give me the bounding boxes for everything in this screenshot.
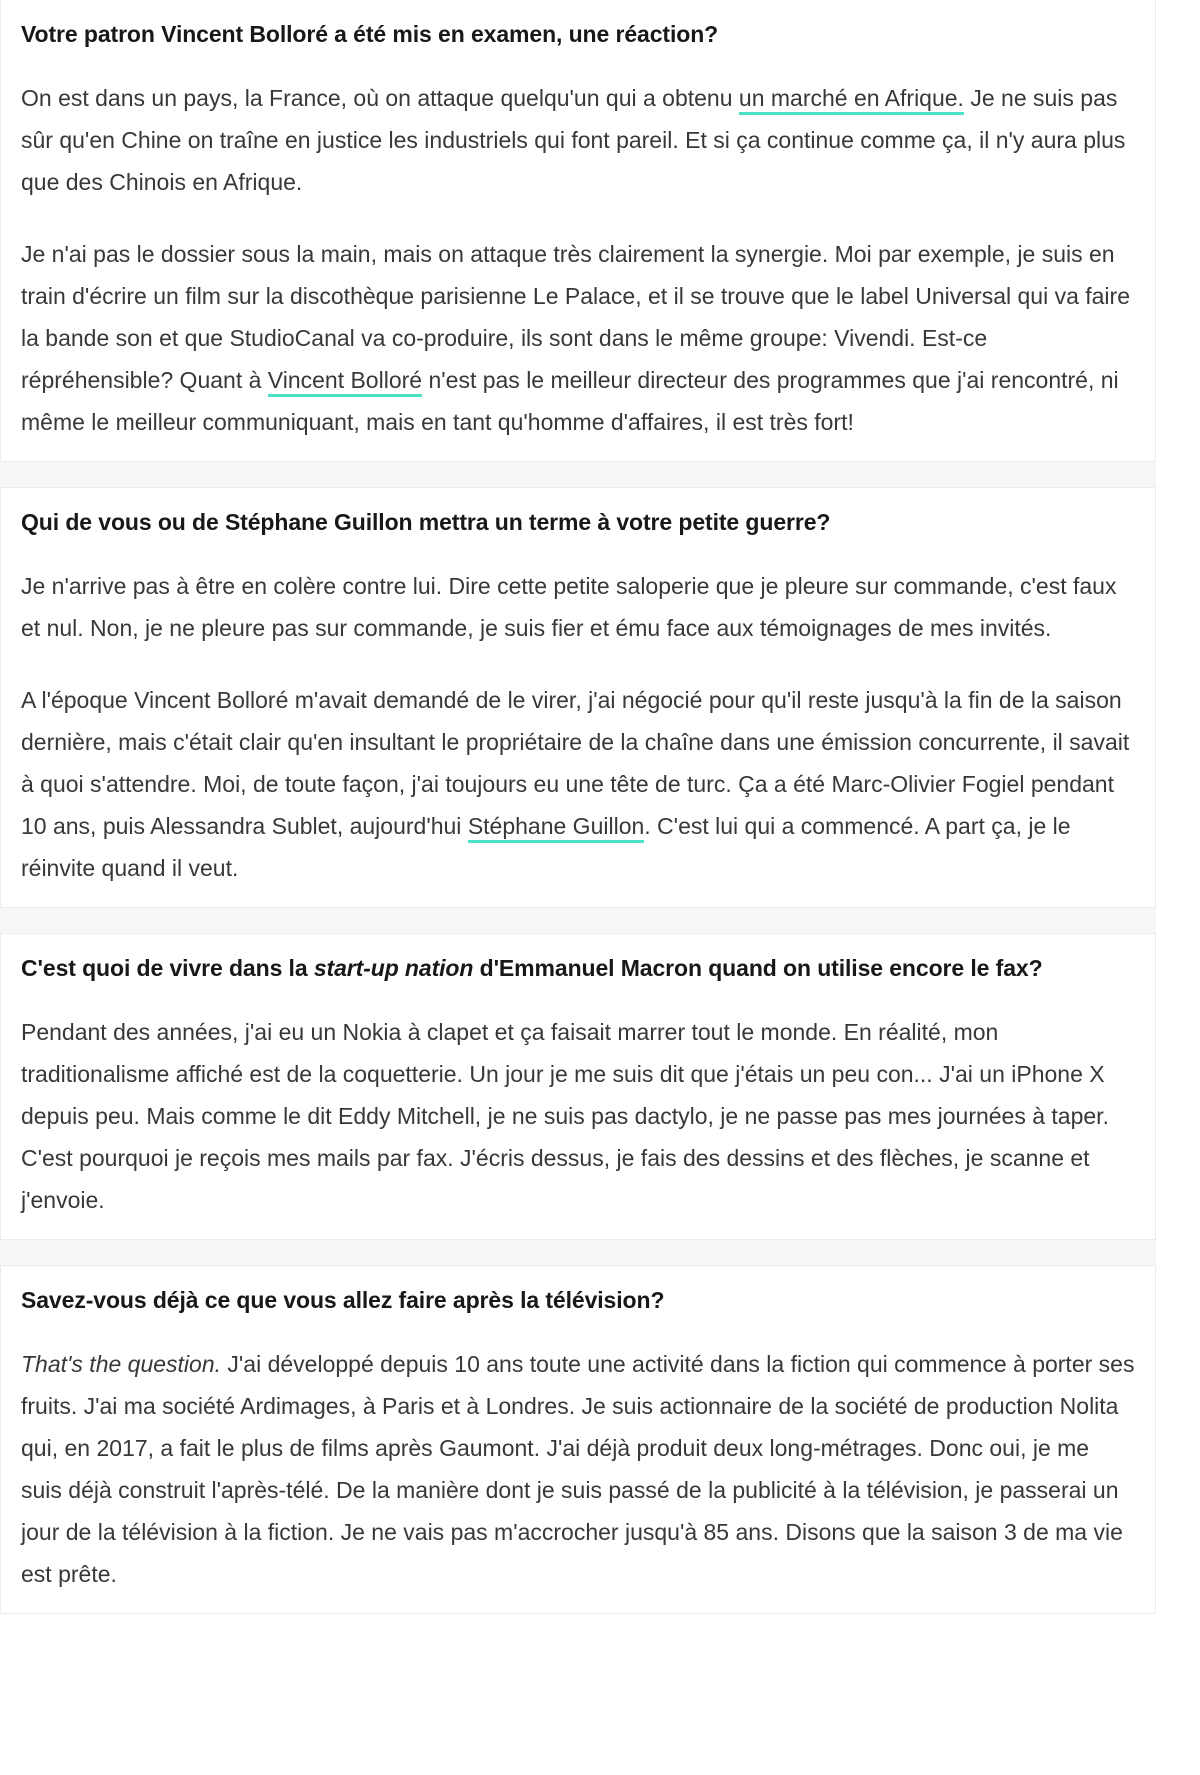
inline-link[interactable]: Stéphane Guillon <box>468 813 644 843</box>
qa-card-4 <box>0 1265 1156 1614</box>
inline-link[interactable]: un marché en Afrique. <box>739 85 964 115</box>
text-run: J'ai développé depuis 10 ans toute une activité dans la fiction qui commence à porter ses fruits. J'ai ma société Ardimages, à Paris et à Londres. Je suis actionnaire de la société de production Nolita qui, en 2017, a fait le plus de films après Gaumont. J'ai déjà produit deux long-métrages. Donc oui, je me suis déjà construit l'après-télé. De la manière dont je suis passé de la publicité à la télévision, je passerai un jour de la télévision à la fiction. Je ne vais pas m'accrocher jusqu'à 85 ans. Disons que la saison 3 de ma vie est prête. <box>21 1351 1135 1587</box>
text-run: d'Emmanuel Macron quand on utilise encore le fax? <box>473 955 1043 981</box>
qa-card-2 <box>0 487 1156 908</box>
text-run: Votre patron Vincent Bolloré a été mis en examen, une réaction? <box>21 21 719 47</box>
answer-paragraph <box>21 679 1135 889</box>
qa-card-1 <box>0 0 1156 462</box>
answer-paragraph <box>21 565 1135 649</box>
question-heading <box>21 947 1135 989</box>
qa-card-3 <box>0 933 1156 1240</box>
text-run: start-up nation <box>313 955 474 981</box>
text-run: Savez-vous déjà ce que vous allez faire après la télévision? <box>21 1287 665 1313</box>
text-run: A l'époque Vincent Bolloré m'avait demandé de le virer, j'ai négocié pour qu'il reste jusqu'à la fin de la saison dernière, mais c'était clair qu'en insultant le propriétaire de la chaîne dans une émission concurrente, il savait à quoi s'attendre. Moi, de toute façon, j'ai toujours eu une tête de turc. Ça a été Marc-Olivier Fogiel pendant 10 ans, puis Alessandra Sublet, aujourd'hui <box>21 687 1130 839</box>
question-heading <box>21 501 1135 543</box>
question-heading <box>21 13 1135 55</box>
text-run: Je ne suis pas sûr qu'en Chine on traîne en justice les industriels qui font pareil. Et si ça continue comme ça, il n'y aura plus que des Chinois en Afrique. <box>21 85 1126 195</box>
text-run: Je n'ai pas le dossier sous la main, mais on attaque très clairement la synergie. Moi par exemple, je suis en train d'écrire un film sur la discothèque parisienne Le Palace, et il se trouve que le label Universal qui va faire la bande son et que StudioCanal va co-produire, ils sont dans le même groupe: Vivendi. Est-ce répréhensible? Quant à <box>21 241 1130 393</box>
text-run: . C'est lui qui a commencé. A part ça, je le réinvite quand il veut. <box>21 813 1071 881</box>
text-run: n'est pas le meilleur directeur des programmes que j'ai rencontré, ni même le meilleur communiquant, mais en tant qu'homme d'affaires, il est très fort! <box>21 367 1119 435</box>
text-run: C'est quoi de vivre dans la <box>21 955 314 981</box>
text-run: Pendant des années, j'ai eu un Nokia à clapet et ça faisait marrer tout le monde. En réalité, mon traditionalisme affiché est de la coquetterie. Un jour je me suis dit que j'étais un peu con... J'ai un iPhone X depuis peu. Mais comme le dit Eddy Mitchell, je ne suis pas dactylo, je ne passe pas mes journées à taper. C'est pourquoi je reçois mes mails par fax. J'écris dessus, je fais des dessins et des flèches, je scanne et j'envoie. <box>21 1019 1109 1213</box>
inline-link[interactable]: Vincent Bolloré <box>268 367 422 397</box>
text-run: That's the question. <box>21 1351 222 1377</box>
answer-paragraph <box>21 233 1135 443</box>
answer-paragraph <box>21 77 1135 203</box>
answer-paragraph <box>21 1011 1135 1221</box>
text-run: Je n'arrive pas à être en colère contre lui. Dire cette petite saloperie que je pleure sur commande, c'est faux et nul. Non, je ne pleure pas sur commande, je suis fier et ému face aux témoignages de mes invités. <box>21 573 1117 641</box>
question-heading <box>21 1279 1135 1321</box>
text-run: Qui de vous ou de Stéphane Guillon mettra un terme à votre petite guerre? <box>21 509 831 535</box>
answer-paragraph <box>21 1343 1135 1595</box>
text-run: On est dans un pays, la France, où on attaque quelqu'un qui a obtenu <box>21 85 739 111</box>
